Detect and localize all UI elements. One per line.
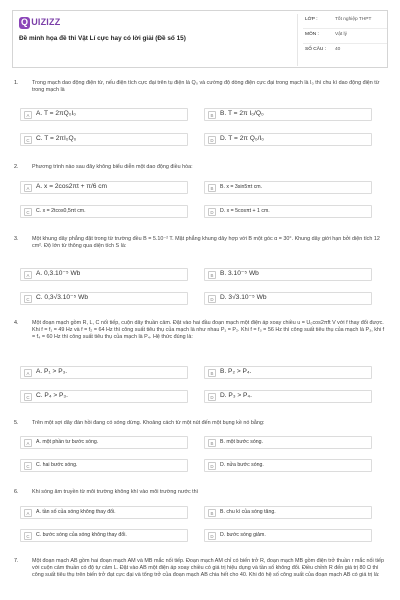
option-letter: A: [24, 271, 32, 279]
q1-option-b[interactable]: [204, 108, 372, 121]
option-letter: C: [24, 295, 32, 303]
info-subject-value: Vật lý: [335, 32, 347, 37]
q2-option-c[interactable]: [20, 205, 188, 218]
info-count-value: 40: [335, 47, 341, 52]
option-letter: D: [208, 462, 216, 470]
option-text: D. T = 2π Q₀/I₀: [220, 134, 265, 142]
q2-option-d[interactable]: [204, 205, 372, 218]
q3-option-b[interactable]: [204, 268, 372, 281]
option-letter: C: [24, 532, 32, 540]
info-count: [305, 47, 387, 53]
question-number: 7.: [14, 558, 19, 564]
question-text: Phương trình nào sau đây không biểu diễn một dao động điều hòa:: [32, 164, 193, 170]
option-text: B. 3.10⁻⁵ Wb: [220, 269, 259, 277]
option-letter: B: [208, 509, 216, 517]
option-text: B. một bước sóng.: [220, 439, 263, 445]
q1-option-a[interactable]: [20, 108, 188, 121]
logo-q-badge: Q: [21, 17, 29, 27]
option-text: B. T = 2π I₀/Q₀: [220, 109, 264, 117]
q5-option-b[interactable]: [204, 436, 372, 449]
q4-option-a[interactable]: [20, 366, 188, 379]
option-text: C. x = 2tcos0,5πt cm.: [36, 208, 86, 214]
q3-option-a[interactable]: [20, 268, 188, 281]
header-divider: [297, 14, 298, 66]
option-text: C. hai bước sóng.: [36, 462, 78, 468]
option-letter: D: [208, 295, 216, 303]
option-letter: D: [208, 532, 216, 540]
option-text: C. 0,3√3.10⁻⁵ Wb: [36, 293, 88, 301]
option-letter: A: [24, 184, 32, 192]
q3-option-c[interactable]: [20, 292, 188, 305]
info-class-value: Tốt nghiệp THPT: [335, 17, 372, 22]
question-number: 1.: [14, 80, 19, 86]
q6-option-c[interactable]: [20, 529, 188, 542]
q1-option-c[interactable]: [20, 133, 188, 146]
option-letter: D: [208, 136, 216, 144]
q4-option-c[interactable]: [20, 390, 188, 403]
q5-option-d[interactable]: [204, 459, 372, 472]
option-letter: A: [24, 369, 32, 377]
info-divider: [303, 28, 387, 29]
option-text: D. x = 5cosπt + 1 cm.: [220, 208, 270, 214]
option-text: D. P₃ > P₄.: [220, 391, 252, 399]
option-letter: D: [208, 208, 216, 216]
option-text: B. chu kì của sóng tăng.: [220, 509, 276, 515]
info-class-key: LỚP :: [305, 17, 318, 22]
option-letter: A: [24, 439, 32, 447]
info-class: [305, 17, 387, 23]
info-subject: [305, 32, 387, 38]
option-text: A. x = 2cos2πt + π/6 cm: [36, 182, 108, 190]
option-letter: C: [24, 462, 32, 470]
question-number: 2.: [14, 164, 19, 170]
option-letter: C: [24, 208, 32, 216]
info-divider: [303, 43, 387, 44]
option-letter: B: [208, 439, 216, 447]
logo-wordmark: UIZIZZ: [31, 17, 61, 27]
q6-option-d[interactable]: [204, 529, 372, 542]
question-number: 4.: [14, 320, 19, 326]
option-text: B. P₂ > P₄.: [220, 367, 252, 375]
question-number: 6.: [14, 489, 19, 495]
option-text: C. P₄ > P₃.: [36, 391, 68, 399]
document-title: Đề minh họa đề thi Vật Lí cực hay có lời giải (Đề số 15): [19, 35, 186, 42]
option-text: C. T = 2πI₀Q₀: [36, 134, 77, 142]
option-letter: B: [208, 271, 216, 279]
option-letter: A: [24, 111, 32, 119]
quizizz-logo: [19, 17, 60, 29]
option-text: D. bước sóng giảm.: [220, 532, 266, 538]
option-text: C. bước sóng của sóng không thay đổi.: [36, 532, 127, 538]
option-letter: C: [24, 136, 32, 144]
question-text: Một khung dây phẳng đặt trong từ trường đều B = 5.10⁻² T. Mặt phẳng khung dây hợp với B một góc α = 30°. Khung dây giới hạn bởi diện tích 12 cm². Độ lớn từ thông qua diện tích S là:: [32, 236, 380, 250]
q5-option-c[interactable]: [20, 459, 188, 472]
q1-option-d[interactable]: [204, 133, 372, 146]
info-count-key: SỐ CÂU :: [305, 47, 327, 52]
option-text: A. 0,3.10⁻⁵ Wb: [36, 269, 81, 277]
document-header: [12, 10, 388, 68]
option-text: D. nửa bước sóng.: [220, 462, 264, 468]
option-letter: C: [24, 393, 32, 401]
option-letter: B: [208, 369, 216, 377]
question-number: 3.: [14, 236, 19, 242]
info-subject-key: MÔN :: [305, 32, 319, 37]
q2-option-b[interactable]: [204, 181, 372, 194]
option-text: A. tần số của sóng không thay đổi.: [36, 509, 116, 515]
question-text: Khi sóng âm truyền từ môi trường không khí vào môi trường nước thì: [32, 489, 199, 495]
option-letter: A: [24, 509, 32, 517]
q5-option-a[interactable]: [20, 436, 188, 449]
q6-option-b[interactable]: [204, 506, 372, 519]
question-text: Trên một sợi dây đàn hồi đang có sóng dừng. Khoảng cách từ một nút đến một bụng kề nó bằng:: [32, 420, 265, 426]
option-text: A. một phần tư bước sóng.: [36, 439, 99, 445]
q4-option-d[interactable]: [204, 390, 372, 403]
q4-option-b[interactable]: [204, 366, 372, 379]
option-text: A. P₁ > P₃.: [36, 367, 68, 375]
option-text: D. 3√3.10⁻⁵ Wb: [220, 293, 267, 301]
option-text: B. x = 3sin5πt cm.: [220, 184, 263, 190]
q3-option-d[interactable]: [204, 292, 372, 305]
q6-option-a[interactable]: [20, 506, 188, 519]
option-letter: D: [208, 393, 216, 401]
option-letter: B: [208, 111, 216, 119]
question-text: Trong mạch dao động điện từ, nếu điện tích cực đại trên tụ điện là Q₀ và cường độ dòng điện cực đại trong mạch là I₀ thì chu kì dao động điện từ trong mạch là: [32, 80, 380, 94]
option-text: A. T = 2πQ₀I₀: [36, 109, 77, 117]
question-text: Một đoạn mạch gồm R, L, C nối tiếp, cuộn dây thuần cảm. Đặt vào hai đầu đoạn mạch một điện áp xoay chiều u = U₀cos2πft V với f thay đổi được. Khi f = f₁ = 49 Hz và f = f₂ = 64 Hz thì công suất tiêu thụ của mạch là như nhau P₁ = P₂. Khi f = f₃ = 56 Hz thì công suất tiêu thụ của mạch là P₃, khi f = f₄ = 60 Hz thì công suất tiêu thụ của mạch là P₄. Hệ thức đúng là:: [32, 320, 385, 341]
question-text: Một đoạn mạch AB gồm hai đoạn mạch AM và MB mắc nối tiếp. Đoạn mạch AM chỉ có biến trở R, đoạn mạch MB gồm điện trở thuần r mắc nối tiếp với cuộn cảm thuần có độ tự cảm L. Đặt vào AB một điện áp xoay chiều có giá trị hiệu dụng và tần số không đổi. Điều chỉnh R đến giá trị 80 Ω thì công suất tiêu thụ trên biến trở đạt cực đại và tổng trở của đoạn mạch AB chia hết cho 40. Khi đó hệ số công suất của đoạn mạch AB có giá trị là:: [32, 558, 384, 579]
question-number: 5.: [14, 420, 19, 426]
option-letter: B: [208, 184, 216, 192]
q2-option-a[interactable]: [20, 181, 188, 194]
